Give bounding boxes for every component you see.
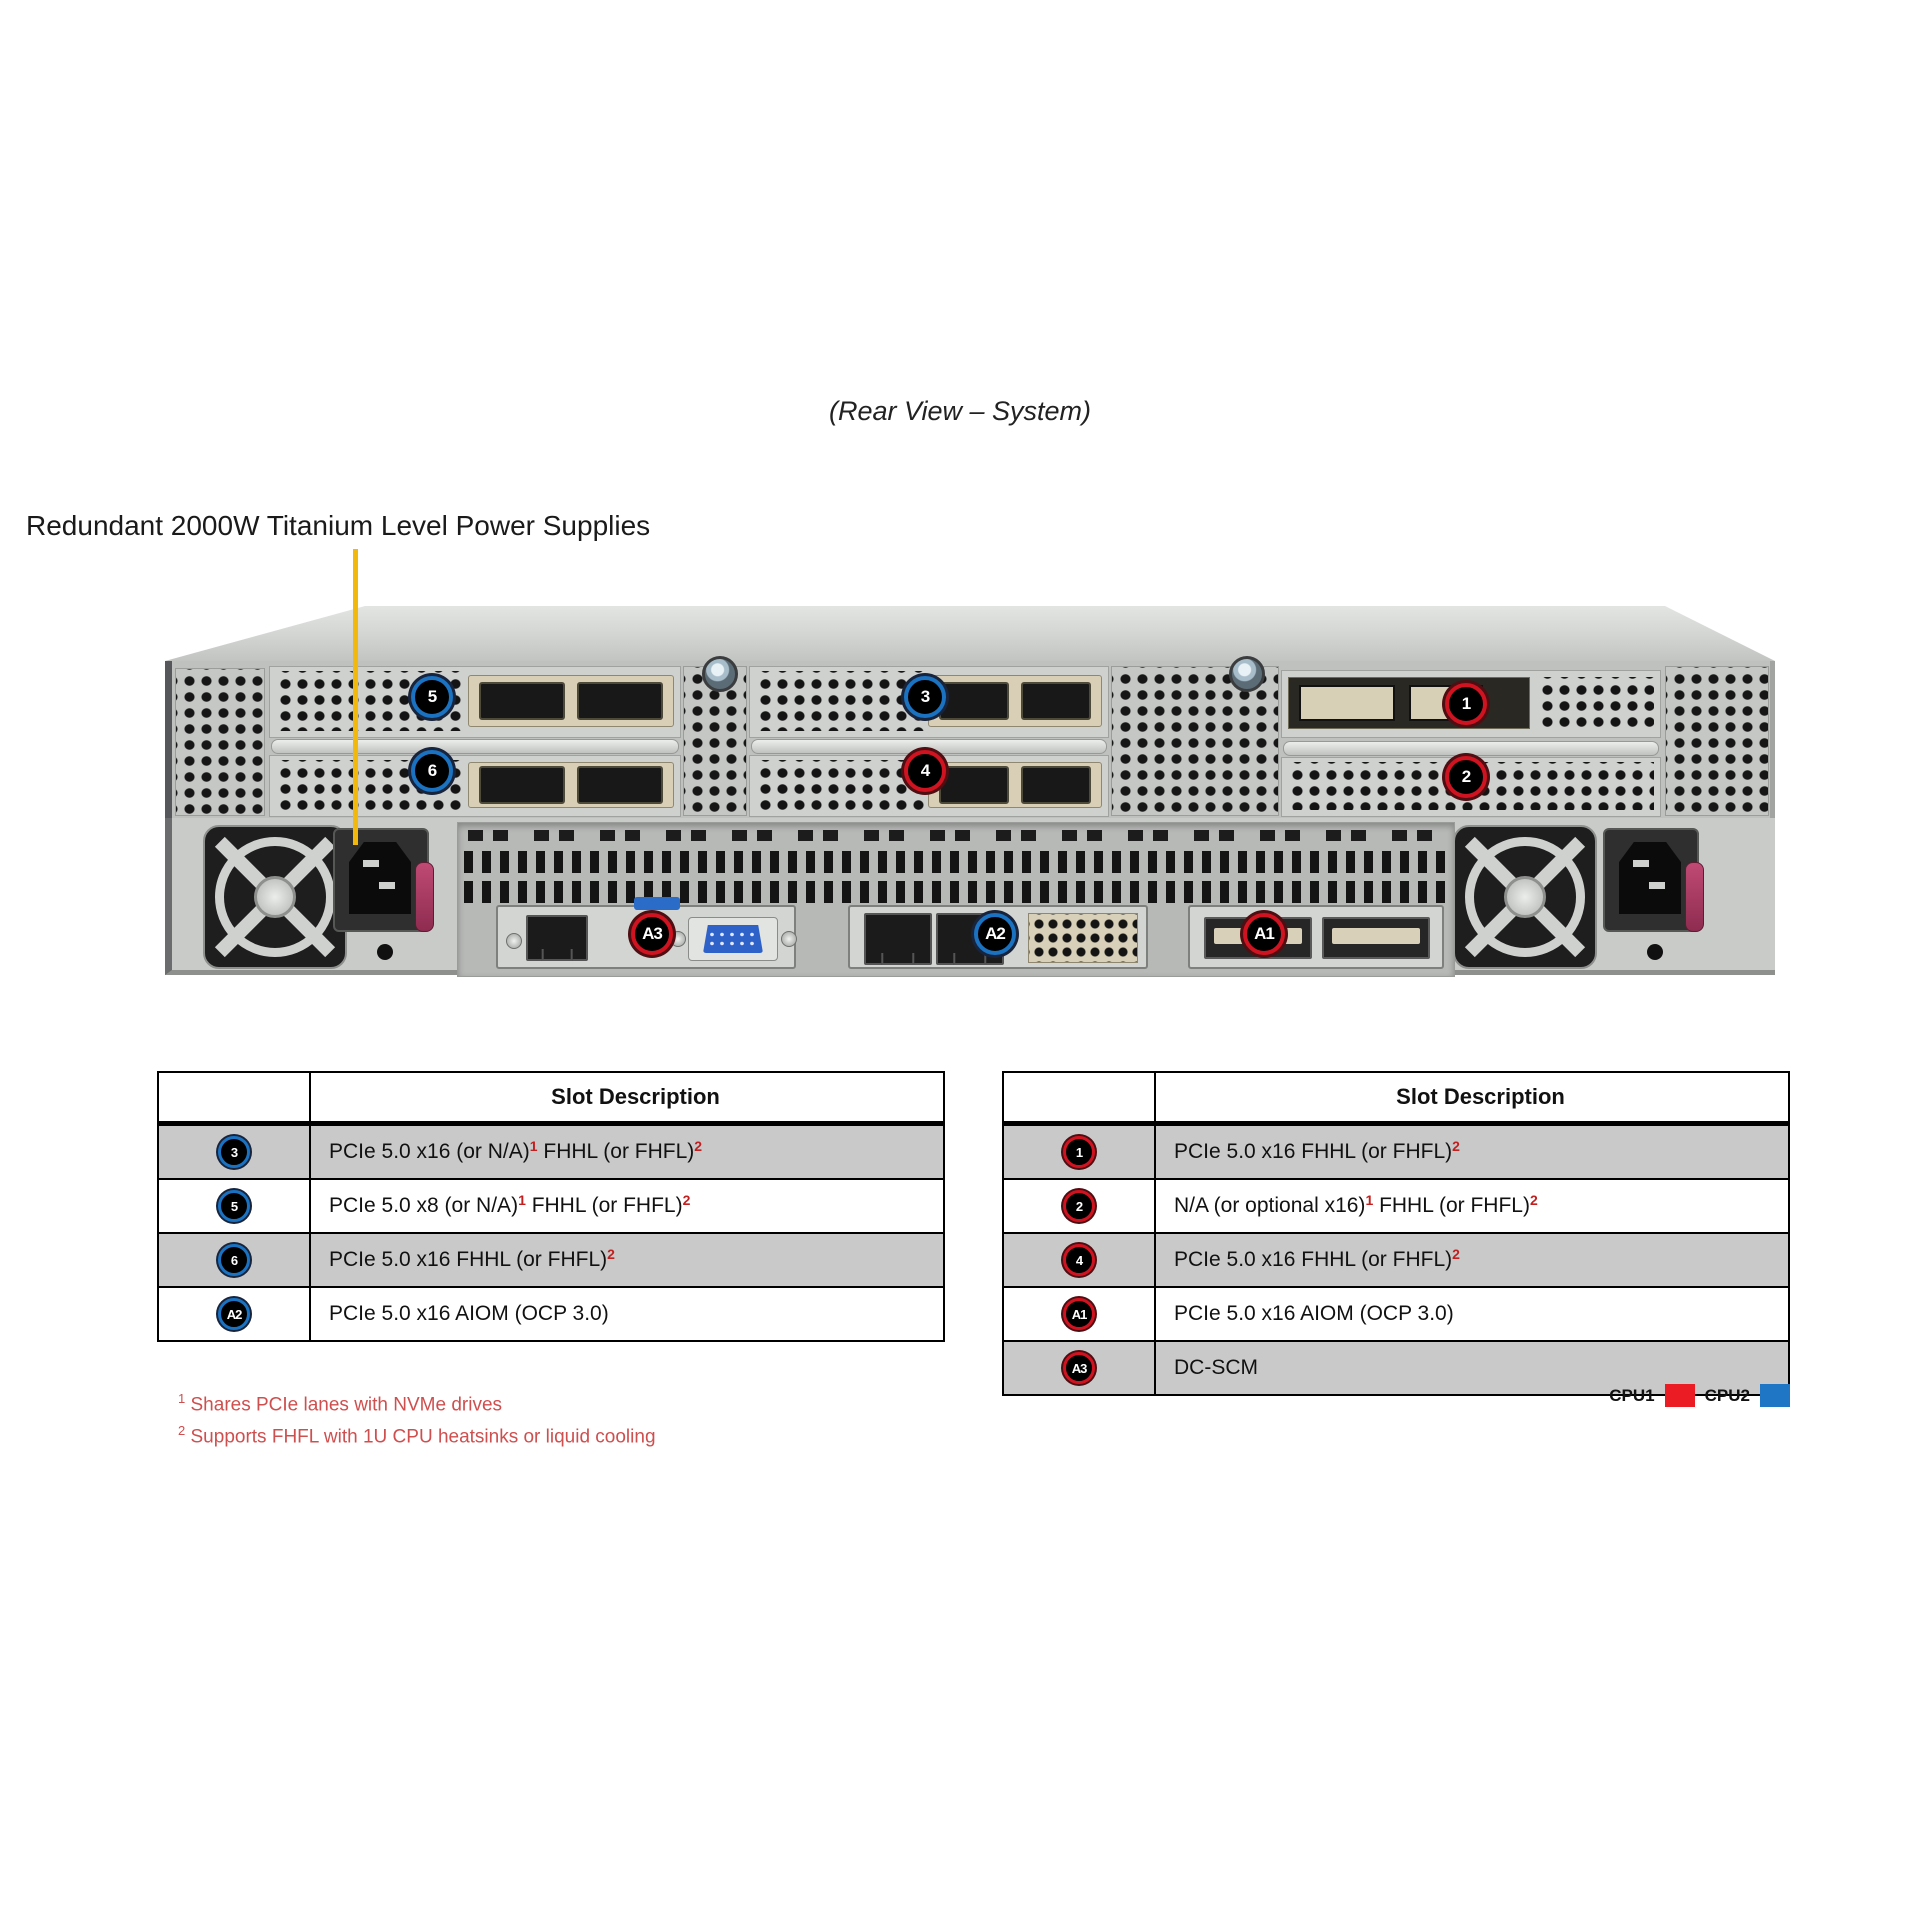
slot-description-cell: N/A (or optional x16)$^1$ FHHL (or FHFL)$^2$ <box>1155 1179 1789 1233</box>
slot1-connectors <box>1288 677 1530 729</box>
slot-table-left <box>157 1071 945 1342</box>
slot1-vents <box>1536 677 1654 729</box>
slot6-badge: 6 <box>411 750 453 792</box>
slot1-table-badge: 1 <box>1063 1136 1095 1168</box>
slot-description-header: Slot Description <box>1155 1072 1789 1124</box>
table-header-row <box>158 1072 944 1124</box>
riser-divider <box>271 739 679 754</box>
slotA1-badge: A1 <box>1243 913 1285 955</box>
vent-dash-strip <box>468 830 1444 841</box>
psu-right-release-clip <box>1685 862 1704 932</box>
riser-divider <box>1283 741 1659 756</box>
slot-description-cell: PCIe 5.0 x16 FHHL (or FHFL)$^2$ <box>1155 1124 1789 1180</box>
slot-description-cell: PCIe 5.0 x16 FHHL (or FHFL)$^2$ <box>310 1233 944 1287</box>
slot-description-cell: PCIe 5.0 x16 FHHL (or FHFL)$^2$ <box>1155 1233 1789 1287</box>
slot-description-cell: PCIe 5.0 x16 AIOM (OCP 3.0) <box>1155 1287 1789 1341</box>
table-row <box>1003 1124 1789 1180</box>
slot3-port <box>939 682 1009 720</box>
table-row <box>158 1179 944 1233</box>
slot4-connectors <box>928 762 1102 808</box>
psu-right-screw-hole <box>1647 944 1663 960</box>
slot3-vents <box>754 671 924 731</box>
cpu-legend <box>1609 1384 1790 1407</box>
slot4-port <box>939 766 1009 804</box>
footnotes <box>178 1386 656 1451</box>
cpu1-label: CPU1 <box>1609 1385 1655 1405</box>
slot5-bracket <box>269 666 681 738</box>
slot3-badge: 3 <box>904 676 946 718</box>
psu-callout-label: Redundant 2000W Titanium Level Power Supplies <box>26 510 651 541</box>
slot3-table-badge: 3 <box>218 1136 250 1168</box>
slot5-connectors <box>468 675 674 727</box>
psu-callout-line <box>353 549 358 845</box>
table-row <box>1003 1287 1789 1341</box>
figure-title: (Rear View – System) <box>828 396 1092 426</box>
a3-blue-stripe <box>634 897 680 910</box>
cpu2-label: CPU2 <box>1704 1385 1750 1405</box>
slot5-port <box>577 682 663 720</box>
slot-table-right <box>1002 1071 1790 1396</box>
slot4-port <box>1021 766 1091 804</box>
a2-lan-port <box>864 913 932 965</box>
table-row <box>158 1233 944 1287</box>
slot2-badge: 2 <box>1445 756 1487 798</box>
slotA3-badge: A3 <box>631 913 673 955</box>
aiom-a1-module <box>1188 905 1444 969</box>
psu-right-fan-icon <box>1453 825 1597 969</box>
table-row <box>1003 1179 1789 1233</box>
io-recess <box>457 822 1455 977</box>
badge-column-header <box>1003 1072 1155 1124</box>
chassis-lid <box>165 600 1775 663</box>
vent-slot-rows <box>464 851 1448 903</box>
slot-description-cell: PCIe 5.0 x16 AIOM (OCP 3.0) <box>310 1287 944 1341</box>
slot1-port <box>1299 685 1395 721</box>
slotA2-table-badge: A2 <box>218 1298 250 1330</box>
slot3-connectors <box>928 675 1102 727</box>
slot4-vents <box>754 760 924 810</box>
slot1-badge: 1 <box>1445 683 1487 725</box>
psu-left-fan-icon <box>203 825 347 969</box>
slot3-port <box>1021 682 1091 720</box>
cpu2-color-swatch <box>1760 1384 1790 1407</box>
slot-description-cell: PCIe 5.0 x16 (or N/A)$^1$ FHHL (or FHFL)$^2$ <box>310 1124 944 1180</box>
psu-left-screw-hole <box>377 944 393 960</box>
table-header-row <box>1003 1072 1789 1124</box>
table-row <box>1003 1233 1789 1287</box>
slot5-badge: 5 <box>411 676 453 718</box>
slot6-table-badge: 6 <box>218 1244 250 1276</box>
cpu1-color-swatch <box>1665 1384 1695 1407</box>
thumbscrew-icon <box>702 656 738 692</box>
slot5-table-badge: 5 <box>218 1190 250 1222</box>
slot4-badge: 4 <box>904 750 946 792</box>
slot2-table-badge: 2 <box>1063 1190 1095 1222</box>
footnote-2: $^2$ Supports FHFL with 1U CPU heatsinks or liquid cooling <box>178 1423 656 1448</box>
slot6-connectors <box>468 762 674 808</box>
slot5-port <box>479 682 565 720</box>
psu-left-release-clip <box>415 862 434 932</box>
slot-description-cell: PCIe 5.0 x8 (or N/A)$^1$ FHHL (or FHFL)$^2$ <box>310 1179 944 1233</box>
slotA3-table-badge: A3 <box>1063 1352 1095 1384</box>
slotA2-badge: A2 <box>974 913 1016 955</box>
server-rear-view <box>165 600 1775 975</box>
vent-panel-left <box>175 668 265 816</box>
slot-description-header: Slot Description <box>310 1072 944 1124</box>
badge-column-header <box>158 1072 310 1124</box>
table-row <box>158 1124 944 1180</box>
slotA1-table-badge: A1 <box>1063 1298 1095 1330</box>
slot6-port <box>577 766 663 804</box>
thumbscrew-icon <box>1229 656 1265 692</box>
vga-port <box>688 917 778 961</box>
a1-sfp-port <box>1322 917 1430 959</box>
vent-panel-right <box>1665 666 1769 816</box>
slot4-table-badge: 4 <box>1063 1244 1095 1276</box>
footnote-1: $^1$ Shares PCIe lanes with NVMe drives <box>178 1391 503 1416</box>
slot-description-cell: DC-SCM <box>1155 1341 1789 1395</box>
slot6-port <box>479 766 565 804</box>
slot6-bracket <box>269 755 681 817</box>
a2-vent-grid <box>1028 913 1138 963</box>
table-row <box>158 1287 944 1341</box>
dcscm-lan-port <box>526 915 588 961</box>
